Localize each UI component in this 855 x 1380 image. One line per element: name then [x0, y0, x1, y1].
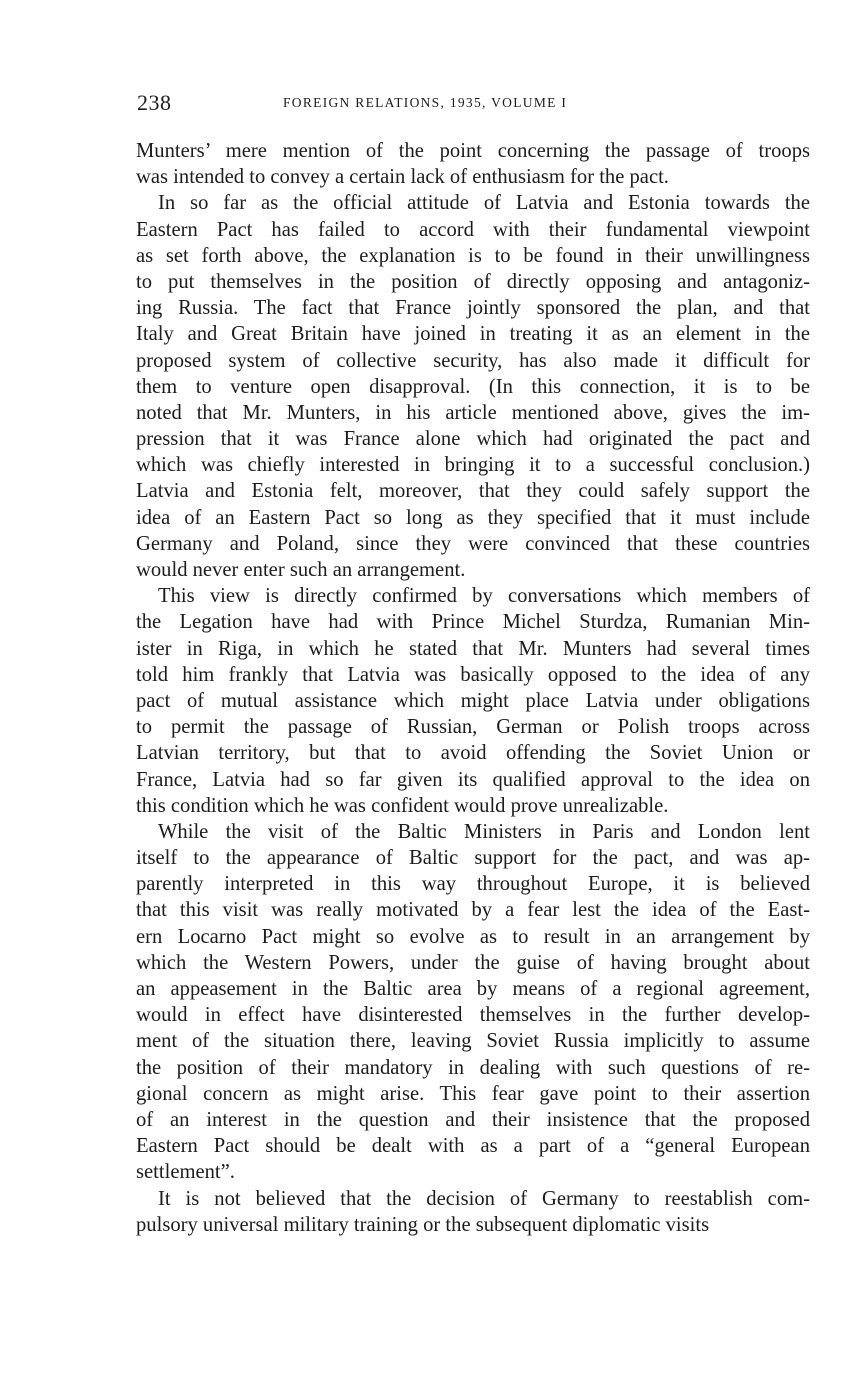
text-line: settlement”.: [136, 1161, 235, 1184]
text-line: It is not believed that the decision of Germany to reestablish com-: [158, 1187, 810, 1210]
text-line: Italy and Great Britain have joined in treating it as an element in the: [136, 323, 810, 346]
text-line: was intended to convey a certain lack of enthusiasm for the pact.: [136, 166, 669, 189]
paragraph: [136, 190, 810, 583]
text-line: which the Western Powers, under the guise of having brought about: [136, 951, 810, 974]
text-line: While the visit of the Baltic Ministers in Paris and London lent: [158, 820, 810, 843]
text-line: the Legation have had with Prince Michel Sturdza, Rumanian Min-: [136, 611, 810, 634]
paragraph: [136, 1186, 810, 1238]
paragraph: [136, 138, 810, 190]
text-line: the position of their mandatory in dealing with such questions of re-: [136, 1056, 810, 1079]
page-header: [137, 90, 809, 120]
running-head: FOREIGN RELATIONS, 1935, VOLUME I: [283, 95, 568, 110]
body-text: [136, 138, 810, 1238]
text-line: would in effect have disinterested themselves in the further develop-: [136, 1004, 810, 1027]
text-line: Munters’ mere mention of the point concerning the passage of troops: [136, 140, 810, 162]
text-line: noted that Mr. Munters, in his article mentioned above, gives the im-: [136, 401, 810, 424]
paragraph: [136, 819, 810, 1186]
text-line: told him frankly that Latvia was basically opposed to the idea of any: [136, 663, 810, 686]
text-line: France, Latvia had so far given its qualified approval to the idea on: [136, 768, 810, 791]
text-line: This view is directly confirmed by conversations which members of: [158, 585, 810, 608]
text-line: of an interest in the question and their insistence that the proposed: [136, 1108, 810, 1131]
text-line: gional concern as might arise. This fear gave point to their assertion: [136, 1082, 810, 1105]
text-line: Eastern Pact has failed to accord with their fundamental viewpoint: [136, 218, 810, 241]
text-line: pulsory universal military training or the subsequent diplomatic visits: [136, 1213, 710, 1236]
text-line: ister in Riga, in which he stated that Mr. Munters had several times: [136, 637, 810, 660]
text-line: this condition which he was confident would prove unrealizable.: [136, 794, 669, 817]
text-line: parently interpreted in this way throughout Europe, it is believed: [136, 873, 810, 896]
text-line: pression that it was France alone which had originated the pact and: [136, 428, 810, 451]
text-line: ment of the situation there, leaving Soviet Russia implicitly to assume: [136, 1030, 810, 1053]
text-line: In so far as the official attitude of Latvia and Estonia towards the: [158, 192, 810, 215]
text-line: to put themselves in the position of directly opposing and antagoniz-: [136, 270, 810, 293]
text-line: proposed system of collective security, has also made it difficult for: [136, 349, 810, 372]
text-line: ern Locarno Pact might so evolve as to result in an arrangement by: [136, 925, 810, 948]
text-line: Germany and Poland, since they were convinced that these countries: [136, 532, 810, 555]
text-line: itself to the appearance of Baltic support for the pact, and was ap-: [136, 847, 810, 870]
page-number: 238: [137, 90, 172, 115]
text-line: an appeasement in the Baltic area by means of a regional agreement,: [136, 978, 810, 1000]
text-line: as set forth above, the explanation is to be found in their unwillingness: [136, 244, 810, 267]
paragraph: [136, 583, 810, 819]
text-line: Eastern Pact should be dealt with as a part of a “general European: [136, 1135, 810, 1158]
text-line: Latvian territory, but that to avoid offending the Soviet Union or: [136, 742, 810, 765]
text-line: them to venture open disapproval. (In this connection, it is to be: [136, 375, 810, 398]
text-line: Latvia and Estonia felt, moreover, that they could safely support the: [136, 480, 810, 503]
text-line: idea of an Eastern Pact so long as they specified that it must include: [136, 506, 810, 529]
text-line: pact of mutual assistance which might place Latvia under obligations: [136, 689, 810, 712]
text-line: to permit the passage of Russian, German or Polish troops across: [136, 716, 810, 739]
text-line: ing Russia. The fact that France jointly sponsored the plan, and that: [136, 297, 810, 320]
text-line: that this visit was really motivated by a fear lest the idea of the East-: [136, 899, 810, 922]
text-line: would never enter such an arrangement.: [136, 559, 466, 581]
text-line: which was chiefly interested in bringing it to a successful conclusion.): [136, 454, 810, 477]
